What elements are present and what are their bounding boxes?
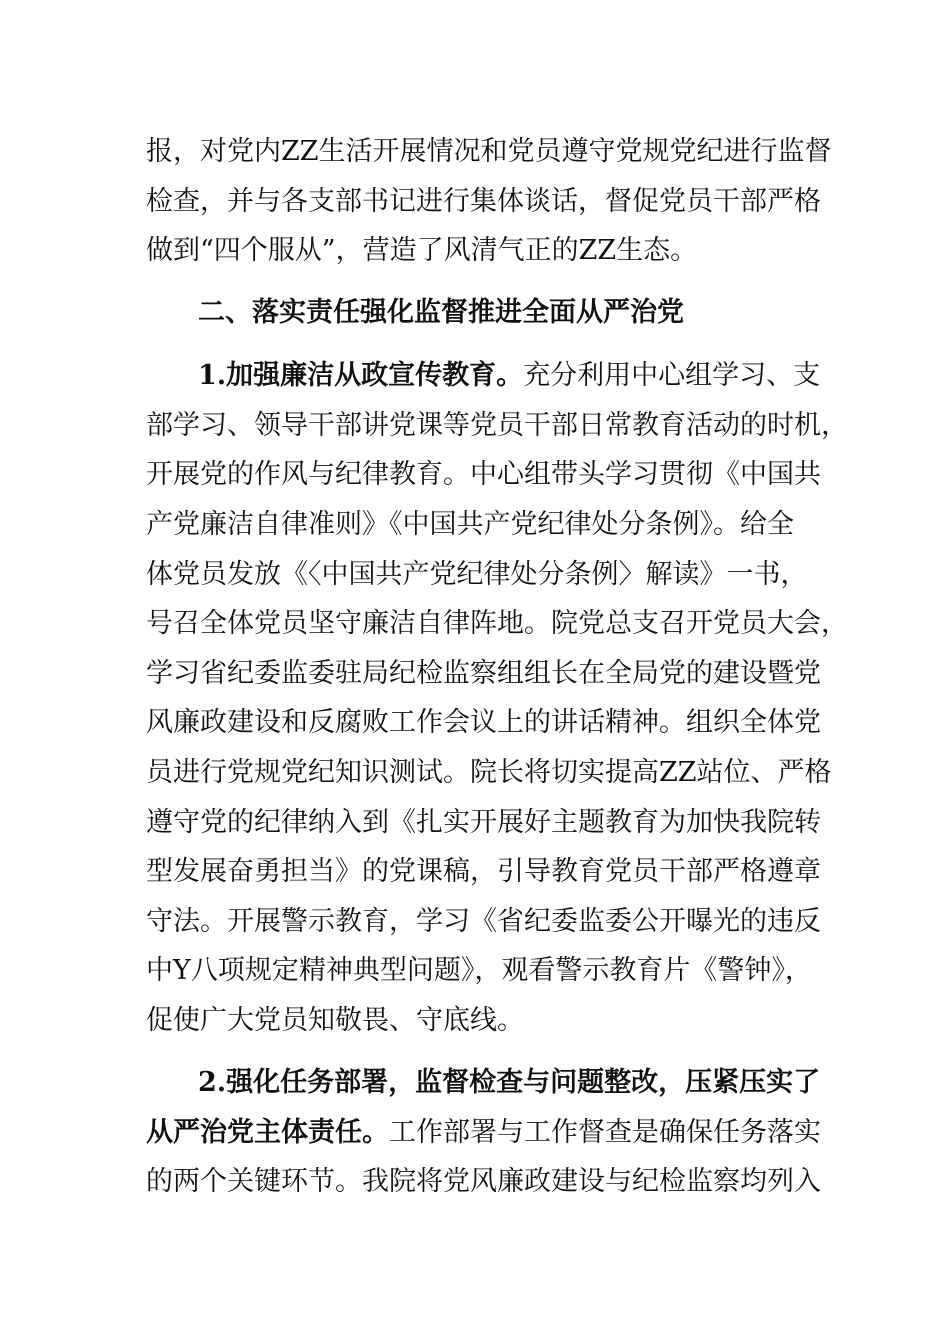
line-text: 充分利用中心组学习、支 — [523, 360, 821, 391]
line-text: 体党员发放《〈中国共产党纪律处分条例〉解读》一书， — [146, 559, 808, 590]
body-text-line — [146, 657, 826, 691]
body-text-line — [146, 409, 848, 443]
body-text-line — [146, 135, 832, 169]
line-text: 的两个关键环节。我院将党风廉政建设与纪检监察均列入 — [146, 1166, 821, 1197]
paragraph-2-title-cont: 从严治党主体责任。 — [146, 1117, 389, 1148]
line-text: 遵守党的纪律纳入到《扎实开展好主题教育为加快我院转 — [146, 807, 821, 838]
body-text-line — [146, 806, 826, 840]
paragraph-1-title: 1.加强廉洁从政宣传教育。 — [198, 360, 524, 391]
body-text-line — [146, 508, 826, 542]
line-text: 守法。开展警示教育，学习《省纪委监委公开曝光的违反 — [146, 906, 821, 937]
paragraph-1-first-line — [198, 359, 828, 393]
paragraph-2-first-line — [198, 1066, 828, 1100]
body-text-line — [146, 458, 826, 492]
line-text: 学习省纪委监委驻局纪检监察组组长在全局党的建设暨党 — [146, 658, 821, 689]
line-text: 型发展奋勇担当》的党课稿，引导教育党员干部严格遵章 — [146, 856, 821, 887]
body-text-line — [146, 234, 826, 268]
body-text-line — [146, 756, 832, 790]
body-text-line — [146, 1004, 826, 1038]
line-text: 报，对党内ZZ生活开展情况和党员遵守党规党纪进行监督 — [146, 136, 832, 167]
section-heading-text: 二、落实责任强化监督推进全面从严治党 — [198, 297, 684, 328]
line-text: 产党廉洁自律准则》《中国共产党纪律处分条例》。给全 — [146, 509, 794, 540]
line-text: 号召全体党员坚守廉洁自律阵地。院党总支召开党员大会， — [146, 608, 848, 639]
body-text-line — [146, 706, 826, 740]
line-text: 员进行党规党纪知识测试。院长将切实提高ZZ站位、严格 — [146, 757, 832, 788]
body-text-line — [146, 954, 826, 988]
body-text-line — [146, 558, 826, 592]
line-text: 部学习、领导干部讲党课等党员干部日常教育活动的时机， — [146, 410, 848, 441]
line-text: 检查，并与各支部书记进行集体谈话，督促党员干部严格 — [146, 186, 821, 217]
line-text: 工作部署与工作督查是确保任务落实 — [389, 1117, 821, 1148]
body-text-line — [146, 607, 848, 641]
line-text: 中Y八项规定精神典型问题》，观看警示教育片《警钟》， — [146, 955, 812, 986]
body-text-line — [146, 185, 826, 219]
section-heading — [198, 296, 828, 330]
body-text-line — [146, 1116, 826, 1150]
line-text: 促使广大党员知敬畏、守底线。 — [146, 1005, 524, 1036]
body-text-line — [146, 905, 826, 939]
line-text: 风廉政建设和反腐败工作会议上的讲话精神。组织全体党 — [146, 707, 821, 738]
body-text-line — [146, 855, 826, 889]
line-text: 开展党的作风与纪律教育。中心组带头学习贯彻《中国共 — [146, 459, 821, 490]
line-text: 做到“四个服从”，营造了风清气正的ZZ生态。 — [146, 235, 698, 266]
body-text-line — [146, 1165, 826, 1199]
paragraph-2-title: 2.强化任务部署，监督检查与问题整改，压紧压实了 — [198, 1067, 821, 1098]
